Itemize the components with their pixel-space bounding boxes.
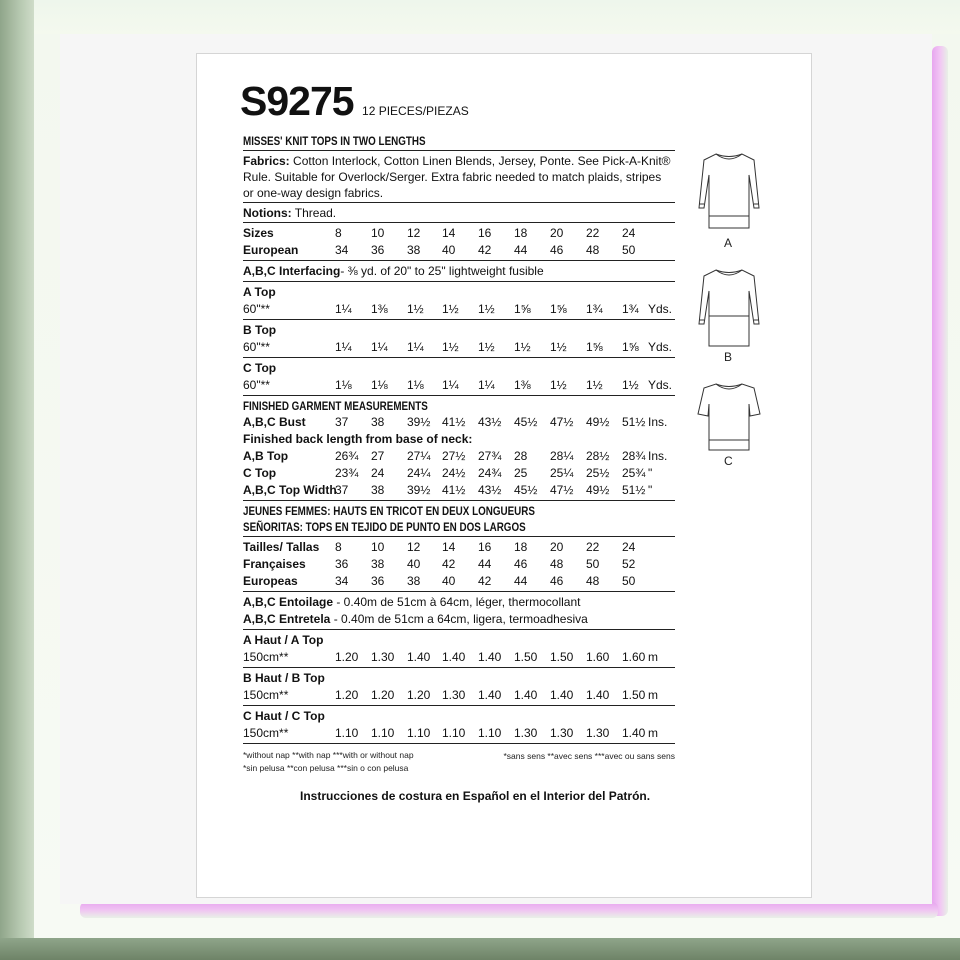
- cell-value: 48: [586, 574, 600, 588]
- view-b-label: B: [724, 350, 733, 364]
- cell-value: 24: [622, 540, 636, 554]
- fabrics-body: Cotton Interlock, Cotton Linen Blends, Jersey, Ponte. See Pick-A-Knit® Rule. Suitable for Overlock/Serger. Extra fabric needed to match plaids, stripes or one-way design fabrics.: [243, 154, 671, 200]
- cell-value: 1⅝: [622, 340, 639, 354]
- cell-value: 34: [335, 243, 349, 257]
- divider: [243, 319, 675, 320]
- cell-value: 1⅜: [514, 378, 531, 392]
- frame-top: [34, 0, 960, 34]
- view-c-illustration: [694, 380, 764, 455]
- glow-right: [932, 46, 948, 916]
- divider: [243, 202, 675, 203]
- unit-label: m: [648, 688, 658, 702]
- yardage-view-title: B Top: [243, 323, 277, 337]
- divider: [243, 743, 675, 744]
- fabrics-text: [243, 153, 675, 201]
- frame-bottom: [0, 938, 960, 960]
- metric-yardage-row: [243, 687, 675, 704]
- unit-label: ": [648, 466, 653, 480]
- cell-value: 37: [335, 483, 349, 497]
- cell-value: 1⅝: [550, 302, 567, 316]
- cell-value: 1½: [442, 340, 459, 354]
- cell-value: 1.40: [478, 650, 502, 664]
- cell-value: 40: [407, 557, 421, 571]
- cell-value: 1⅛: [407, 378, 424, 392]
- notions-text: [243, 205, 675, 221]
- cell-value: 51½: [622, 483, 646, 497]
- cell-value: 46: [514, 557, 528, 571]
- cell-value: 1.30: [371, 650, 395, 664]
- row-label: A,B,C Bust: [243, 415, 306, 429]
- cell-value: 1¼: [371, 340, 388, 354]
- cell-value: 1.30: [514, 726, 538, 740]
- piece-count: 12 PIECES/PIEZAS: [362, 104, 469, 118]
- cell-value: 27¾: [478, 449, 502, 463]
- cell-value: 40: [442, 574, 456, 588]
- row-label: Tailles/ Tallas: [243, 540, 320, 554]
- row-label: 150cm**: [243, 688, 289, 702]
- entretela-label: A,B,C Entretela: [243, 612, 331, 626]
- cell-value: 1½: [478, 340, 495, 354]
- cell-value: 14: [442, 540, 456, 554]
- cell-value: 1.20: [371, 688, 395, 702]
- divider: [243, 222, 675, 223]
- notes-french: *sans sens **avec sens ***avec ou sans sens: [503, 751, 675, 761]
- notes-english: *without nap **with nap ***with or without nap: [243, 750, 414, 760]
- tailles-row: [243, 539, 675, 556]
- metric-view-title: A Haut / A Top: [243, 633, 324, 647]
- row-label: A,B,C Top Width: [243, 483, 337, 497]
- entretela-text: - 0.40m de 51cm a 64cm, ligera, termoadhesiva: [330, 612, 588, 626]
- frame-left: [0, 0, 34, 960]
- cell-value: 1.30: [586, 726, 610, 740]
- cell-value: 1¾: [586, 302, 603, 316]
- french-title: JEUNES FEMMES: HAUTS EN TRICOT EN DEUX LONGUEURS: [243, 504, 535, 518]
- cell-value: 46: [550, 574, 564, 588]
- divider: [243, 150, 675, 151]
- bust-row: [243, 414, 675, 431]
- cell-value: 1⅝: [514, 302, 531, 316]
- cell-value: 1½: [622, 378, 639, 392]
- row-label: C Top: [243, 466, 277, 480]
- finished-length-row: [243, 448, 675, 465]
- cell-value: 1.10: [335, 726, 359, 740]
- cell-value: 43½: [478, 415, 502, 429]
- unit-label: m: [648, 726, 658, 740]
- interfacing-label: A,B,C Interfacing: [243, 264, 341, 278]
- divider: [243, 667, 675, 668]
- cell-value: 44: [514, 574, 528, 588]
- cell-value: 1.40: [442, 650, 466, 664]
- yardage-row: [243, 301, 675, 318]
- cell-value: 25: [514, 466, 528, 480]
- cell-value: 40: [442, 243, 456, 257]
- metric-view-title: B Haut / B Top: [243, 671, 325, 685]
- cell-value: 25¼: [550, 466, 574, 480]
- finished-length-row: [243, 482, 675, 499]
- cell-value: 39½: [407, 415, 431, 429]
- cell-value: 27¼: [407, 449, 431, 463]
- divider: [243, 395, 675, 396]
- cell-value: 28¾: [622, 449, 646, 463]
- divider: [243, 281, 675, 282]
- cell-value: 1.40: [550, 688, 574, 702]
- cell-value: 18: [514, 540, 528, 554]
- cell-value: 1.40: [478, 688, 502, 702]
- cell-value: 1¼: [335, 340, 352, 354]
- divider: [243, 260, 675, 261]
- cell-value: 8: [335, 226, 342, 240]
- cell-value: 24½: [442, 466, 466, 480]
- european-sizes-row: [243, 242, 675, 259]
- cell-value: 25½: [586, 466, 610, 480]
- cell-value: 34: [335, 574, 349, 588]
- cell-value: 44: [478, 557, 492, 571]
- entretela-line: [243, 611, 675, 628]
- view-c-label: C: [724, 454, 733, 468]
- divider: [243, 357, 675, 358]
- finished-title: FINISHED GARMENT MEASUREMENTS: [243, 399, 428, 413]
- cell-value: 8: [335, 540, 342, 554]
- entoilage-text: - 0.40m de 51cm à 64cm, léger, thermocollant: [333, 595, 581, 609]
- cell-value: 1⅛: [371, 378, 388, 392]
- cell-value: 27½: [442, 449, 466, 463]
- cell-value: 1¼: [335, 302, 352, 316]
- cell-value: 24¾: [478, 466, 502, 480]
- row-label: 60"**: [243, 302, 270, 316]
- cell-value: 22: [586, 540, 600, 554]
- cell-value: 12: [407, 540, 421, 554]
- cell-value: 1.50: [622, 688, 646, 702]
- view-a-illustration: [694, 150, 764, 235]
- cell-value: 1½: [407, 302, 424, 316]
- cell-value: 45½: [514, 483, 538, 497]
- row-label: Sizes: [243, 226, 274, 240]
- cell-value: 1⅛: [335, 378, 352, 392]
- cell-value: 28½: [586, 449, 610, 463]
- cell-value: 36: [335, 557, 349, 571]
- cell-value: 16: [478, 540, 492, 554]
- cell-value: 24: [371, 466, 385, 480]
- cell-value: 52: [622, 557, 636, 571]
- cell-value: 41½: [442, 483, 466, 497]
- nap-notes: [243, 750, 675, 778]
- cell-value: 36: [371, 574, 385, 588]
- divider: [243, 536, 675, 537]
- cell-value: 10: [371, 540, 385, 554]
- cell-value: 16: [478, 226, 492, 240]
- cell-value: 51½: [622, 415, 646, 429]
- cell-value: 41½: [442, 415, 466, 429]
- yardage-view-title: A Top: [243, 285, 276, 299]
- cell-value: 12: [407, 226, 421, 240]
- cell-value: 1.10: [407, 726, 431, 740]
- divider: [243, 705, 675, 706]
- cell-value: 24: [622, 226, 636, 240]
- metric-yardage-row: [243, 649, 675, 666]
- yardage-view-title: C Top: [243, 361, 277, 375]
- cell-value: 49½: [586, 415, 610, 429]
- cell-value: 45½: [514, 415, 538, 429]
- unit-label: Yds.: [648, 378, 673, 392]
- cell-value: 44: [514, 243, 528, 257]
- cell-value: 22: [586, 226, 600, 240]
- cell-value: 42: [478, 574, 492, 588]
- fabrics-label: Fabrics:: [243, 154, 290, 168]
- cell-value: 1.30: [442, 688, 466, 702]
- cell-value: 1¼: [407, 340, 424, 354]
- cell-value: 1.10: [478, 726, 502, 740]
- yardage-row: [243, 377, 675, 394]
- row-label: Europeas: [243, 574, 298, 588]
- row-label: 60"**: [243, 340, 270, 354]
- cell-value: 43½: [478, 483, 502, 497]
- cell-value: 1½: [514, 340, 531, 354]
- unit-label: m: [648, 650, 658, 664]
- cell-value: 1¼: [442, 378, 459, 392]
- cell-value: 14: [442, 226, 456, 240]
- cell-value: 1½: [550, 378, 567, 392]
- glow-bottom: [80, 902, 938, 918]
- spanish-title: SEÑORITAS: TOPS EN TEJIDO DE PUNTO EN DOS LARGOS: [243, 520, 526, 534]
- cell-value: 1.30: [550, 726, 574, 740]
- cell-value: 36: [371, 243, 385, 257]
- cell-value: 1½: [478, 302, 495, 316]
- cell-value: 28¼: [550, 449, 574, 463]
- europeas-row: [243, 573, 675, 590]
- unit-label: ": [648, 483, 653, 497]
- cell-value: 1½: [550, 340, 567, 354]
- cell-value: 46: [550, 243, 564, 257]
- cell-value: 1¾: [622, 302, 639, 316]
- unit-label: Yds.: [648, 340, 673, 354]
- cell-value: 50: [586, 557, 600, 571]
- cell-value: 1.20: [407, 688, 431, 702]
- cell-value: 47½: [550, 415, 574, 429]
- cell-value: 1.20: [335, 688, 359, 702]
- cell-value: 38: [407, 574, 421, 588]
- cell-value: 39½: [407, 483, 431, 497]
- yardage-row: [243, 339, 675, 356]
- cell-value: 23¾: [335, 466, 359, 480]
- unit-label: Ins.: [648, 449, 668, 463]
- divider: [243, 500, 675, 501]
- cell-value: 38: [371, 415, 385, 429]
- view-b-illustration: [694, 266, 764, 351]
- row-label: Françaises: [243, 557, 306, 571]
- cell-value: 1⅜: [371, 302, 388, 316]
- row-label: European: [243, 243, 299, 257]
- metric-yardage-row: [243, 725, 675, 742]
- cell-value: 48: [586, 243, 600, 257]
- notions-body: Thread.: [291, 206, 337, 220]
- cell-value: 26¾: [335, 449, 359, 463]
- cell-value: 1.10: [371, 726, 395, 740]
- cell-value: 1.40: [586, 688, 610, 702]
- entoilage-line: [243, 594, 675, 611]
- cell-value: 25¾: [622, 466, 646, 480]
- pattern-info: [243, 133, 675, 746]
- row-label: A,B Top: [243, 449, 289, 463]
- cell-value: 38: [407, 243, 421, 257]
- cell-value: 1⅝: [586, 340, 603, 354]
- cell-value: 37: [335, 415, 349, 429]
- cell-value: 38: [371, 557, 385, 571]
- metric-view-title: C Haut / C Top: [243, 709, 325, 723]
- cell-value: 1.50: [514, 650, 538, 664]
- cell-value: 1½: [442, 302, 459, 316]
- unit-label: Ins.: [648, 415, 668, 429]
- notions-label: Notions:: [243, 206, 292, 220]
- cell-value: 1.40: [407, 650, 431, 664]
- cell-value: 24¼: [407, 466, 431, 480]
- cell-value: 1½: [586, 378, 603, 392]
- cell-value: 49½: [586, 483, 610, 497]
- cell-value: 38: [371, 483, 385, 497]
- finished-length-row: [243, 465, 675, 482]
- back-length-label: Finished back length from base of neck:: [243, 432, 473, 446]
- divider: [243, 629, 675, 630]
- cell-value: 48: [550, 557, 564, 571]
- row-label: 60"**: [243, 378, 270, 392]
- cell-value: 1.40: [622, 726, 646, 740]
- row-label: 150cm**: [243, 650, 289, 664]
- cell-value: 50: [622, 243, 636, 257]
- pattern-title: MISSES' KNIT TOPS IN TWO LENGTHS: [243, 134, 426, 148]
- spanish-instructions-note: Instrucciones de costura en Español en el Interior del Patrón.: [300, 789, 651, 803]
- cell-value: 42: [442, 557, 456, 571]
- cell-value: 20: [550, 540, 564, 554]
- cell-value: 28: [514, 449, 528, 463]
- sizes-row: [243, 225, 675, 242]
- cell-value: 47½: [550, 483, 574, 497]
- cell-value: 27: [371, 449, 385, 463]
- cell-value: 1.40: [514, 688, 538, 702]
- cell-value: 1.20: [335, 650, 359, 664]
- cell-value: 18: [514, 226, 528, 240]
- view-a-label: A: [724, 236, 733, 250]
- cell-value: 50: [622, 574, 636, 588]
- cell-value: 10: [371, 226, 385, 240]
- interfacing-line: [243, 263, 675, 280]
- cell-value: 1.60: [622, 650, 646, 664]
- cell-value: 1.10: [442, 726, 466, 740]
- interfacing-text: - ⅜ yd. of 20" to 25" lightweight fusible: [340, 264, 544, 278]
- row-label: 150cm**: [243, 726, 289, 740]
- francaises-row: [243, 556, 675, 573]
- cell-value: 1¼: [478, 378, 495, 392]
- unit-label: Yds.: [648, 302, 673, 316]
- header: [240, 78, 469, 122]
- cell-value: 42: [478, 243, 492, 257]
- divider: [243, 591, 675, 592]
- notes-spanish: *sin pelusa **con pelusa ***sin o con pelusa: [243, 763, 409, 773]
- cell-value: 1.50: [550, 650, 574, 664]
- cell-value: 1.60: [586, 650, 610, 664]
- cell-value: 20: [550, 226, 564, 240]
- pattern-number: S9275: [240, 78, 354, 124]
- entoilage-label: A,B,C Entoilage: [243, 595, 334, 609]
